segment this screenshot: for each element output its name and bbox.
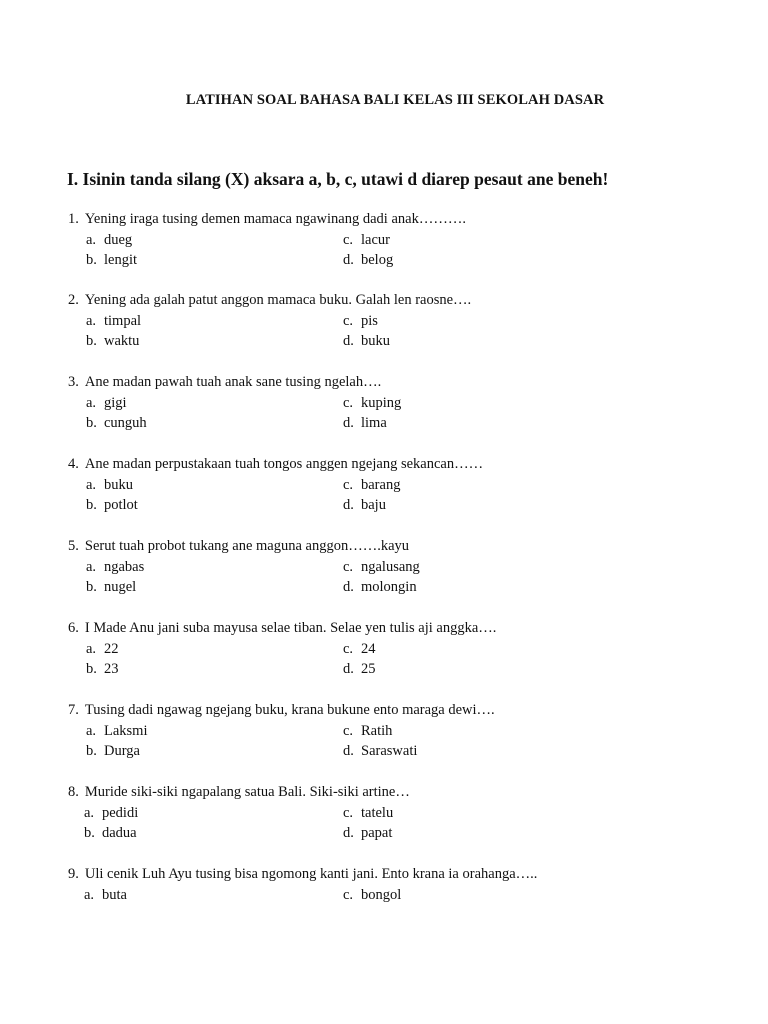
option-a: [86, 393, 127, 413]
option-d: [343, 577, 417, 597]
option-text: tatelu: [361, 805, 394, 821]
option-b: [86, 250, 137, 270]
option-letter: c.: [343, 559, 354, 575]
option-letter: d.: [343, 415, 354, 431]
option-letter: d.: [343, 825, 354, 841]
option-d: [343, 331, 390, 351]
option-b: [84, 823, 137, 843]
option-text: 24: [361, 641, 376, 657]
option-letter: c.: [343, 805, 354, 821]
option-b: [86, 413, 147, 433]
option-letter: b.: [86, 743, 97, 759]
option-d: [343, 659, 376, 679]
question-prompt: Ane madan pawah tuah anak sane tusing ngelah….: [84, 374, 382, 390]
document-title: LATIHAN SOAL BAHASA BALI KELAS III SEKOLAH DASAR: [185, 92, 605, 108]
question-number: 9.: [68, 866, 79, 882]
option-text: buta: [102, 887, 127, 903]
option-text: Saraswati: [361, 743, 418, 759]
option-letter: c.: [343, 723, 354, 739]
option-a: [86, 721, 148, 741]
option-text: belog: [361, 252, 394, 268]
option-text: bongol: [361, 887, 402, 903]
option-b: [86, 495, 138, 515]
option-text: lacur: [361, 232, 390, 248]
option-letter: d.: [343, 497, 354, 513]
option-text: dueg: [104, 232, 133, 248]
option-text: 23: [104, 661, 119, 677]
question-text: [68, 864, 537, 884]
option-text: kuping: [361, 395, 402, 411]
option-d: [343, 250, 393, 270]
option-letter: c.: [343, 232, 354, 248]
option-text: Laksmi: [104, 723, 148, 739]
option-text: cunguh: [104, 415, 147, 431]
question-text: [68, 209, 466, 229]
option-letter: a.: [86, 395, 97, 411]
option-letter: c.: [343, 313, 354, 329]
question-7: [0, 700, 768, 762]
option-text: baju: [361, 497, 386, 513]
option-c: [343, 557, 420, 577]
option-text: ngalusang: [361, 559, 420, 575]
option-letter: d.: [343, 743, 354, 759]
option-a: [86, 639, 119, 659]
question-prompt: Yening iraga tusing demen mamaca ngawinang dadi anak……….: [84, 211, 466, 227]
option-text: Durga: [104, 743, 140, 759]
option-text: ngabas: [104, 559, 145, 575]
option-letter: c.: [343, 887, 354, 903]
option-c: [343, 475, 400, 495]
option-b: [86, 577, 136, 597]
section-heading: I. Isinin tanda silang (X) aksara a, b, c, utawi d diarep pesaut ane beneh!: [67, 169, 609, 189]
option-letter: b.: [86, 415, 97, 431]
option-text: lengit: [104, 252, 138, 268]
question-prompt: Muride siki-siki ngapalang satua Bali. Siki-siki artine…: [84, 784, 410, 800]
question-text: [68, 618, 496, 638]
option-letter: b.: [86, 497, 97, 513]
option-b: [86, 659, 119, 679]
question-number: 5.: [68, 538, 79, 554]
question-3: [0, 372, 768, 434]
question-text: [68, 700, 495, 720]
option-text: timpal: [104, 313, 142, 329]
option-letter: d.: [343, 252, 354, 268]
question-6: [0, 618, 768, 680]
question-number: 6.: [68, 620, 79, 636]
question-5: [0, 536, 768, 598]
option-letter: d.: [343, 661, 354, 677]
option-c: [343, 885, 401, 905]
question-number: 8.: [68, 784, 79, 800]
option-c: [343, 230, 390, 250]
question-prompt: Uli cenik Luh Ayu tusing bisa ngomong kanti jani. Ento krana ia orahanga…..: [84, 866, 538, 882]
option-text: pis: [361, 313, 378, 329]
question-prompt: Tusing dadi ngawag ngejang buku, krana bukune ento maraga dewi….: [84, 702, 495, 718]
question-number: 1.: [68, 211, 79, 227]
option-d: [343, 823, 392, 843]
question-4: [0, 454, 768, 516]
option-b: [86, 741, 140, 761]
question-8: [0, 782, 768, 844]
option-c: [343, 721, 392, 741]
option-letter: c.: [343, 477, 354, 493]
option-letter: b.: [86, 333, 97, 349]
option-text: buku: [361, 333, 390, 349]
option-text: waktu: [104, 333, 140, 349]
option-a: [86, 557, 144, 577]
question-2: [0, 290, 768, 352]
option-letter: d.: [343, 333, 354, 349]
option-text: dadua: [102, 825, 137, 841]
option-text: lima: [361, 415, 387, 431]
option-letter: a.: [84, 887, 95, 903]
question-prompt: Yening ada galah patut anggon mamaca buku. Galah len raosne….: [84, 292, 472, 308]
question-number: 2.: [68, 292, 79, 308]
question-prompt: Serut tuah probot tukang ane maguna anggon…….kayu: [84, 538, 410, 554]
option-letter: b.: [86, 661, 97, 677]
option-letter: a.: [86, 477, 97, 493]
option-text: nugel: [104, 579, 137, 595]
option-d: [343, 495, 386, 515]
question-number: 3.: [68, 374, 79, 390]
option-text: molongin: [361, 579, 417, 595]
question-number: 7.: [68, 702, 79, 718]
question-text: [68, 372, 381, 392]
question-text: [68, 536, 409, 556]
option-letter: a.: [86, 232, 97, 248]
option-text: papat: [361, 825, 393, 841]
option-letter: b.: [86, 579, 97, 595]
option-text: Ratih: [361, 723, 393, 739]
option-text: pedidi: [102, 805, 139, 821]
option-letter: a.: [84, 805, 95, 821]
option-letter: c.: [343, 641, 354, 657]
option-text: 25: [361, 661, 376, 677]
option-text: barang: [361, 477, 401, 493]
option-d: [343, 413, 387, 433]
option-c: [343, 311, 378, 331]
option-a: [84, 803, 138, 823]
option-letter: a.: [86, 559, 97, 575]
question-9: [0, 864, 768, 926]
option-c: [343, 393, 401, 413]
question-prompt: I Made Anu jani suba mayusa selae tiban. Selae yen tulis aji anggka….: [84, 620, 497, 636]
option-letter: a.: [86, 723, 97, 739]
option-c: [343, 639, 376, 659]
question-text: [68, 782, 410, 802]
option-text: potlot: [104, 497, 138, 513]
option-a: [84, 885, 127, 905]
option-text: gigi: [104, 395, 127, 411]
option-letter: a.: [86, 313, 97, 329]
option-a: [86, 311, 141, 331]
question-1: [0, 209, 768, 271]
option-c: [343, 803, 393, 823]
option-d: [343, 741, 417, 761]
question-number: 4.: [68, 456, 79, 472]
question-prompt: Ane madan perpustakaan tuah tongos anggen ngejang sekancan……: [84, 456, 484, 472]
option-a: [86, 475, 133, 495]
option-b: [86, 331, 139, 351]
question-text: [68, 290, 471, 310]
option-letter: a.: [86, 641, 97, 657]
option-letter: d.: [343, 579, 354, 595]
option-text: buku: [104, 477, 133, 493]
option-a: [86, 230, 132, 250]
option-text: 22: [104, 641, 119, 657]
question-text: [68, 454, 483, 474]
option-letter: c.: [343, 395, 354, 411]
option-letter: b.: [84, 825, 95, 841]
option-letter: b.: [86, 252, 97, 268]
